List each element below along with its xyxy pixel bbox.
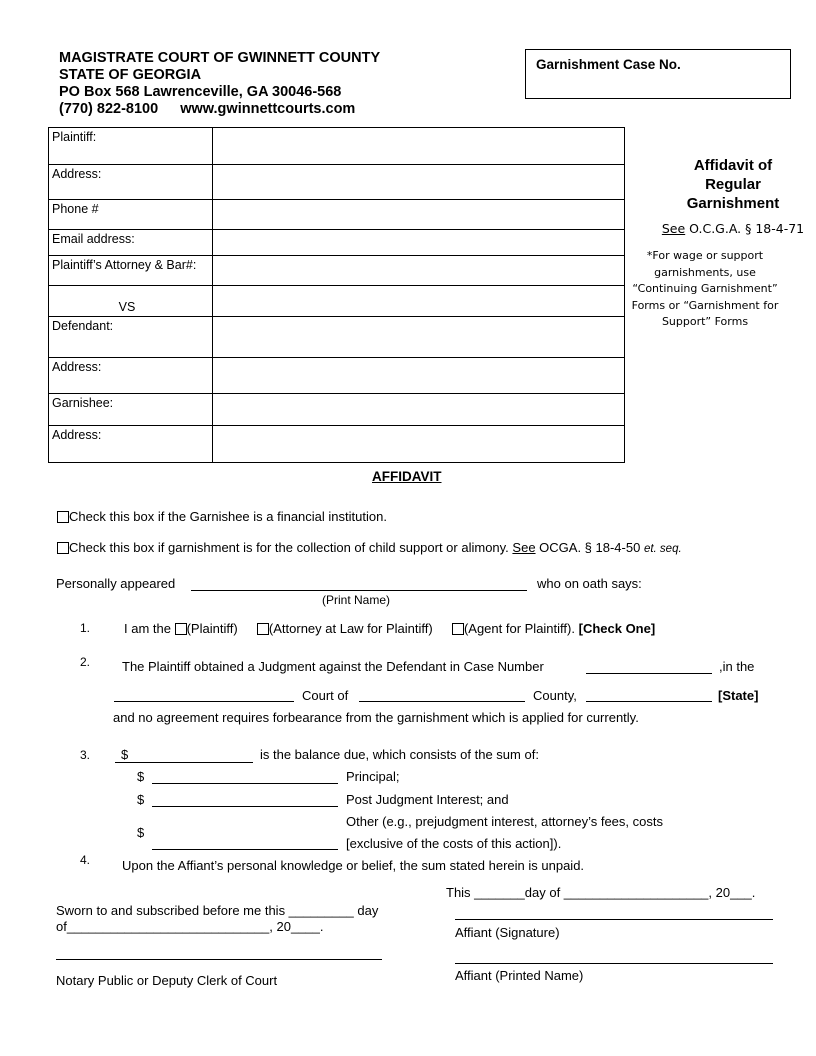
email-label: Email address: [49,230,213,256]
table-row [49,128,625,165]
table-row [49,165,625,200]
item2-line2: and no agreement requires forbearance from the garnishment which is applied for currently. [113,710,639,725]
court-of-label: Court of [302,688,349,703]
county-line[interactable] [359,701,525,702]
court-name: MAGISTRATE COURT OF GWINNETT COUNTY [59,50,381,66]
agent-role-label: (Agent for Plaintiff). [463,621,575,636]
child-support-row [57,540,682,555]
plaintiff-address-field[interactable] [213,165,625,200]
form-title-line1: Affidavit of [693,157,773,174]
defendant-address-label: Address: [49,358,213,394]
court-contact [59,101,380,118]
sworn-line2[interactable]: of____________________________, 20____. [56,919,324,934]
affiant-printed-name-line[interactable] [455,963,773,964]
balance-due-label: is the balance due, which consists of the sum of: [260,747,539,762]
county-label: County, [533,688,577,703]
item1-text: I am the [124,621,171,636]
item2-number: 2. [80,655,91,669]
table-row [49,286,625,317]
principal-line[interactable] [152,783,338,784]
court-website-link[interactable]: www.gwinnettcourts.com [180,101,356,117]
plaintiff-label: Plaintiff: [49,128,213,165]
vs-spacer-field [213,286,625,317]
note-line: Support” Forms [661,315,749,328]
table-row [49,256,625,286]
personally-appeared-label: Personally appeared [56,576,176,591]
notary-caption: Notary Public or Deputy Clerk of Court [56,973,278,988]
email-field[interactable] [213,230,625,256]
child-support-checkbox[interactable] [57,542,69,554]
child-support-see: See [512,540,536,555]
defendant-label: Defendant: [49,317,213,358]
defendant-field[interactable] [213,317,625,358]
item1-number: 1. [80,621,91,635]
principal-dollar-sign: $ [137,769,145,784]
case-number-label: Garnishment Case No. [536,57,681,72]
item2-text: The Plaintiff obtained a Judgment against the Defendant in Case Number [122,659,544,674]
wage-support-note [622,248,788,331]
phone-label: Phone # [49,200,213,230]
table-row [49,394,625,426]
item4-text: Upon the Affiant’s personal knowledge or belief, the sum stated herein is unpaid. [122,858,585,873]
interest-label: Post Judgment Interest; and [346,792,509,807]
other-line[interactable] [152,849,338,850]
attorney-role-checkbox[interactable] [257,623,269,635]
affiant-printed-name-caption: Affiant (Printed Name) [455,968,584,983]
who-on-oath-label: who on oath says: [537,576,642,591]
this-day-line[interactable]: This _______day of ____________________, 20___. [446,885,756,900]
statute-see: See [661,221,686,236]
affiant-signature-line[interactable] [455,919,773,920]
item1-row [124,621,655,636]
print-name-line[interactable] [191,590,527,591]
financial-institution-row [57,509,387,524]
item2-in-the: ,in the [719,659,755,674]
garnishee-field[interactable] [213,394,625,426]
financial-institution-label: Check this box if the Garnishee is a financial institution. [69,509,387,524]
vs-label: VS [49,286,213,317]
statute-reference [630,221,816,236]
attorney-field[interactable] [213,256,625,286]
court-type-line[interactable] [114,701,294,702]
table-row [49,230,625,256]
note-line: Forms or “Garnishment for [631,298,779,312]
form-title-line3: Garnishment [686,195,780,212]
balance-due-line[interactable] [115,762,253,763]
interest-line[interactable] [152,806,338,807]
defendant-address-field[interactable] [213,358,625,394]
court-state: STATE OF GEORGIA [59,67,202,83]
court-phone: (770) 822-8100 [59,101,159,117]
other-dollar-sign: $ [137,825,145,840]
garnishee-label: Garnishee: [49,394,213,426]
interest-dollar-sign: $ [137,792,145,807]
affidavit-heading: AFFIDAVIT [372,469,442,484]
child-support-label: Check this box if garnishment is for the collection of child support or alimony. [69,540,513,555]
table-row [49,358,625,394]
garnishee-address-field[interactable] [213,426,625,463]
note-line: *For wage or support [646,249,764,262]
table-row [49,200,625,230]
print-name-caption: (Print Name) [322,593,391,607]
plaintiff-role-label: (Plaintiff) [186,621,238,636]
financial-institution-checkbox[interactable] [57,511,69,523]
case-number-box[interactable] [525,49,791,99]
item4-number: 4. [80,853,91,867]
parties-table [48,127,625,463]
plaintiff-field[interactable] [213,128,625,165]
phone-field[interactable] [213,200,625,230]
child-support-statute: OCGA. § 18-4-50 [535,540,644,555]
state-label: [State] [718,688,759,703]
notary-signature-line[interactable] [56,959,382,960]
attorney-label: Plaintiff’s Attorney & Bar#: [49,256,213,286]
table-row [49,317,625,358]
table-row [49,426,625,463]
note-line: “Continuing Garnishment” [632,282,778,295]
agent-role-checkbox[interactable] [452,623,464,635]
attorney-role-label: (Attorney at Law for Plaintiff) [268,621,433,636]
other-label-line1: Other (e.g., prejudgment interest, attorney’s fees, costs [346,814,663,829]
balance-dollar-sign: $ [121,747,129,762]
affiant-signature-caption: Affiant (Signature) [455,925,560,940]
child-support-etseq: et. seq. [643,543,682,555]
statute-code: O.C.G.A. § 18-4-71 [685,221,805,236]
state-line[interactable] [586,701,712,702]
court-address: PO Box 568 Lawrenceville, GA 30046-568 [59,84,342,100]
court-header [59,50,380,118]
plaintiff-address-label: Address: [49,165,213,200]
principal-label: Principal; [346,769,400,784]
other-label-line2: [exclusive of the costs of this action]). [346,836,562,851]
case-number-line[interactable] [586,673,712,674]
garnishee-address-label: Address: [49,426,213,463]
form-title [630,156,816,213]
form-title-line2: Regular [705,176,761,193]
plaintiff-role-checkbox[interactable] [175,623,187,635]
sworn-line1[interactable]: Sworn to and subscribed before me this _________ day [56,903,379,918]
item3-number: 3. [80,748,91,762]
note-line: garnishments, use [654,265,756,279]
check-one-label: [Check One] [578,621,656,636]
